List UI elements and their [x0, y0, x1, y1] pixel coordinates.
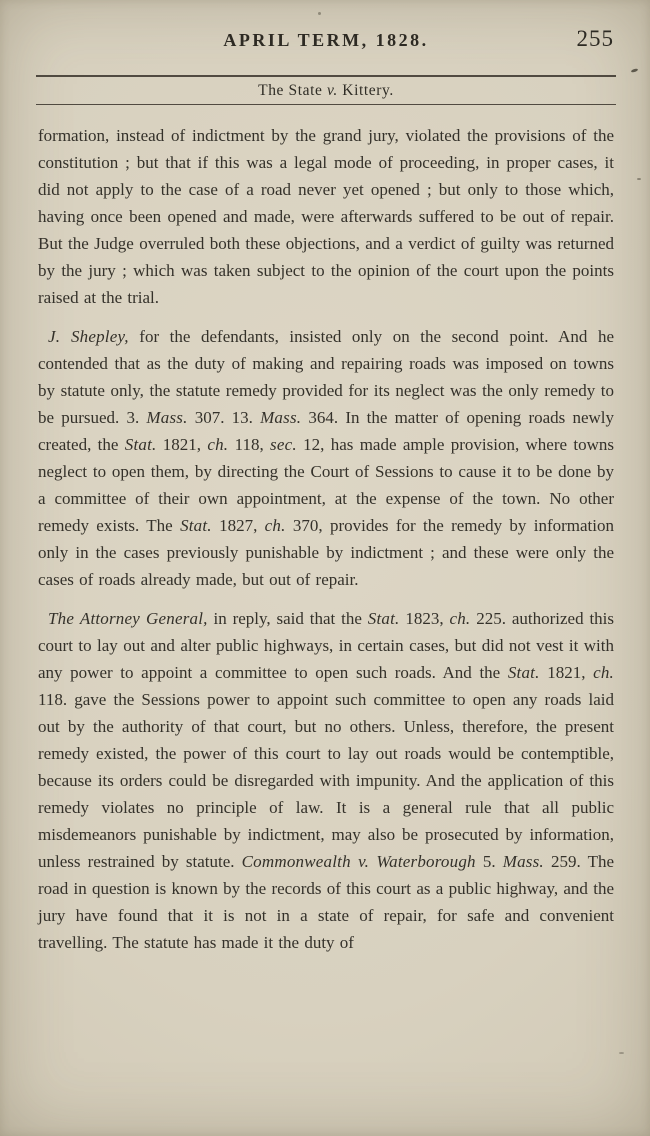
body-text: [38, 122, 614, 956]
text-segment: The State: [258, 82, 327, 99]
paragraph: [38, 605, 614, 956]
italic-segment: Commonwealth v. Waterborough: [241, 852, 476, 871]
italic-segment: Stat.: [507, 663, 540, 682]
page-number: 255: [576, 26, 614, 51]
text-segment: 225. authorized this court to lay out and alter public highways, in certain cases, but did not vest it with any power to appoint a committee to open such roads. And the: [38, 609, 615, 682]
horizontal-rule-bottom: [36, 104, 616, 105]
italic-segment: Stat.: [180, 516, 212, 535]
text-segment: 5.: [475, 852, 503, 871]
italic-segment: ch.: [449, 609, 471, 628]
text-segment: in reply, said that the: [207, 609, 368, 628]
page-header: [36, 26, 616, 56]
ink-speck: [619, 1052, 624, 1054]
text-segment: 1821,: [539, 663, 594, 682]
italic-segment: J. Shepley,: [48, 327, 129, 346]
paragraph: [38, 122, 614, 311]
text-segment: 1827,: [211, 516, 265, 535]
italic-segment: Mass.: [146, 408, 188, 427]
ink-speck: [631, 68, 639, 73]
paragraph: [38, 323, 614, 593]
text-segment: 12, has made ample provision, where towns neglect to open them, by directing the Court of Sessions to cause it to be done by a committee of their own appointment, at the expense of the town. No other remedy exists. The: [38, 435, 614, 535]
italic-segment: sec.: [270, 435, 297, 454]
term-heading: APRIL TERM, 1828.: [223, 30, 429, 50]
text-segment: 259. The road in question is known by the records of this court as a public highway, and the jury have found that it is not in a state of repair, for safe and convenient travelling. The statute has made it the duty of: [38, 852, 614, 952]
italic-segment: The Attorney General,: [48, 609, 208, 628]
italic-segment: Mass.: [260, 408, 302, 427]
text-segment: 118. gave the Sessions power to appoint such committee to open any roads laid out by the authority of that court, but no others. Unless, therefore, the present remedy existed, the power of this court to lay out roads would be contemptible, because its orders could be disregarded with impunity. And the application of this remedy violates no principle of law. It is a general rule that all public misdemeanors punishable by indictment, may also be prosecuted by information, unless restrained by statute.: [38, 690, 614, 871]
text-segment: 1821,: [156, 435, 208, 454]
text-segment: 1823,: [399, 609, 450, 628]
ink-speck: [637, 178, 641, 180]
text-segment: formation, instead of indictment by the grand jury, violated the provisions of the constitution ; but that if this was a legal mode of proceeding, in proper cases, it did not apply to the case of a road never yet opened ; but only to those which, having once been opened and made, were afterwards suffered to be out of repair. But the Judge overruled both these objections, and a verdict of guilty was returned by the jury ; which was taken subject to the opinion of the court upon the points raised at the trial.: [38, 126, 614, 307]
italic-segment: ch.: [264, 516, 286, 535]
italic-segment: ch.: [593, 663, 615, 682]
italic-segment: ch.: [207, 435, 229, 454]
italic-segment: v.: [326, 82, 338, 99]
running-title-block: [36, 75, 616, 105]
text-segment: Kittery.: [337, 82, 394, 99]
text-segment: 370, provides for the remedy by information only in the cases previously punishable by indictment ; and these were only the cases of roads already made, but out of repair.: [38, 516, 614, 589]
case-title: [36, 77, 616, 104]
italic-segment: Stat.: [124, 435, 157, 454]
italic-segment: Stat.: [367, 609, 400, 628]
italic-segment: Mass.: [502, 852, 544, 871]
text-segment: 307. 13.: [187, 408, 261, 427]
text-segment: 118,: [228, 435, 271, 454]
text-segment: 364. In the matter of opening roads newly created, the: [38, 408, 614, 454]
text-segment: for the defendants, insisted only on the second point. And he contended that as the duty of making and repairing roads was imposed on towns by statute only, the statute remedy provided for its neglect was the only remedy to be pursued. 3.: [38, 327, 615, 427]
ink-speck: [318, 12, 321, 15]
